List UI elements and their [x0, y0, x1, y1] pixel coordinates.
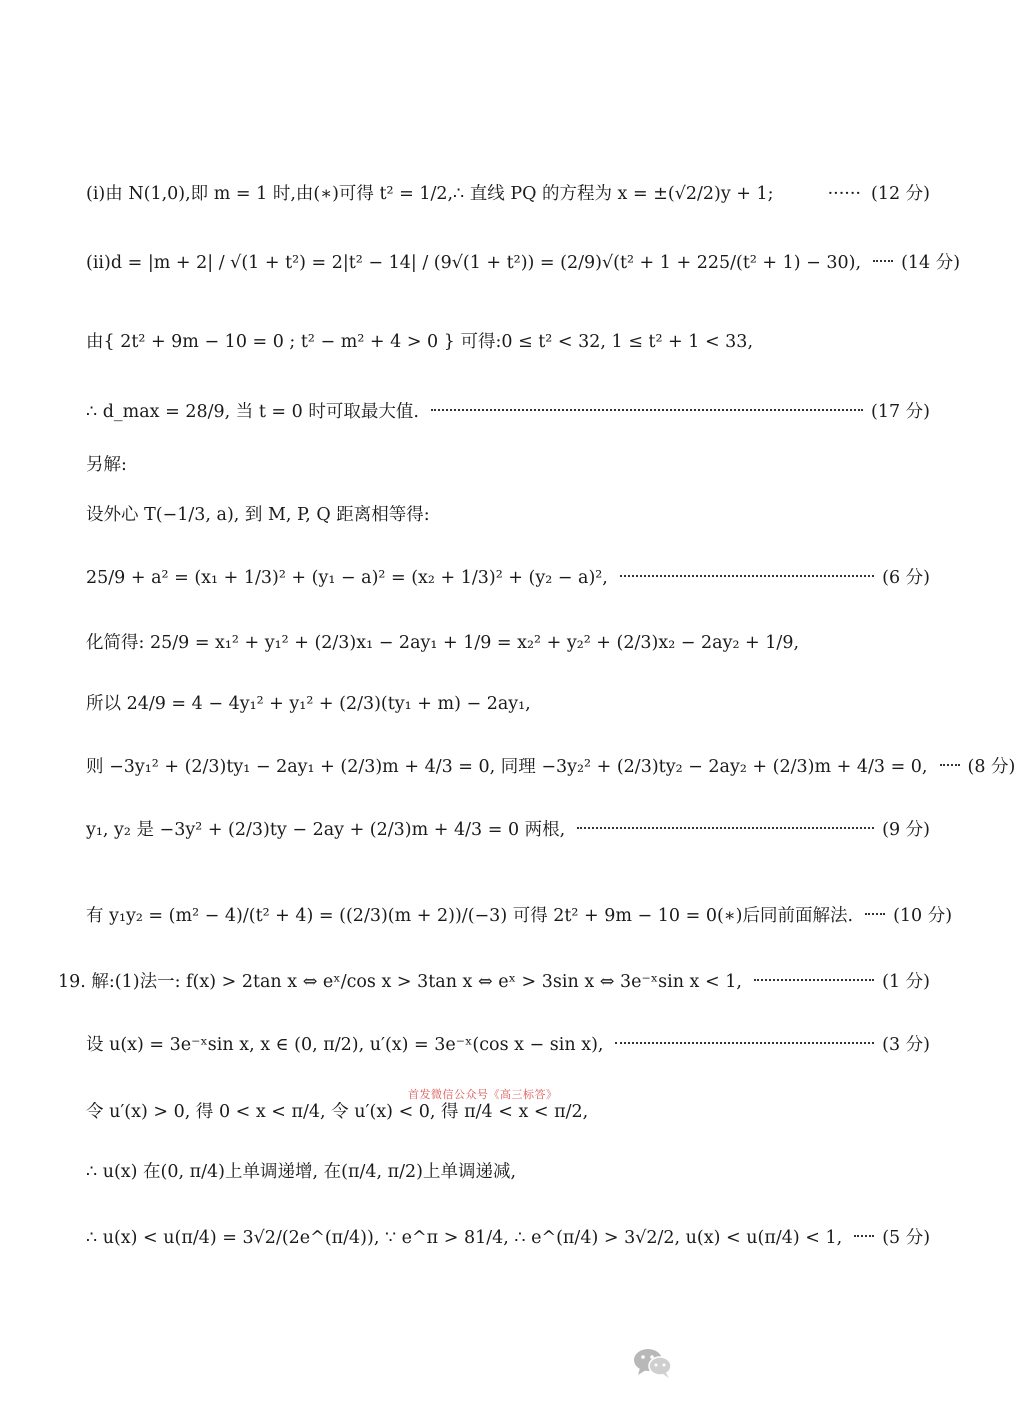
line-text: 化简得: 25/9 = x₁² + y₁² + (2/3)x₁ − 2ay₁ + 1/9 = x₂² + y₂² + (2/3)x₂ − 2ay₂ + 1/9, [86, 633, 800, 653]
score-label: (5 分) [882, 1228, 931, 1248]
line-text: (i)由 N(1,0),即 m = 1 时,由(∗)可得 t² = 1/2,∴ 直线 PQ 的方程为 x = ±(√2/2)y + 1; [86, 184, 774, 204]
problem-19-line-2 [86, 1033, 930, 1057]
alt-solution-heading [86, 453, 930, 477]
line-text: 25/9 + a² = (x₁ + 1/3)² + (y₁ − a)² = (x₂ + 1/3)² + (y₂ − a)², [86, 568, 608, 588]
score-label: (10 分) [893, 906, 953, 926]
leader-dots [754, 979, 874, 981]
solution-line-9 [86, 692, 930, 716]
leader-dots [865, 913, 885, 915]
leader-dots [577, 827, 874, 829]
solution-line-4 [86, 400, 930, 424]
solution-line-8 [86, 631, 930, 655]
leader-dots [615, 1042, 874, 1044]
score-label: (8 分) [967, 757, 1015, 777]
score-label: (3 分) [882, 1035, 930, 1055]
leader-dots [620, 575, 874, 577]
solution-line-12 [86, 904, 953, 928]
score-label: (1 分) [882, 972, 930, 992]
leader-dots [431, 409, 863, 411]
problem-19-line-3 [86, 1100, 930, 1124]
line-text: ∴ u(x) < u(π/4) = 3√2/(2e^(π/4)), ∵ e^π > 81/4, ∴ e^(π/4) > 3√2/2, u(x) < u(π/4) < 1, [86, 1228, 843, 1248]
line-text: 另解: [86, 455, 127, 475]
line-text: ∴ d_max = 28/9, 当 t = 0 时可取最大值. [86, 402, 419, 422]
problem-19-line-5 [86, 1226, 930, 1250]
line-text: (ii)d = |m + 2| / √(1 + t²) = 2|t² − 14| / (9√(1 + t²)) = (2/9)√(t² + 1 + 225/(t² + 1) − 30), [86, 253, 862, 273]
line-text: ∴ u(x) 在(0, π/4)上单调递增, 在(π/4, π/2)上单调递减, [86, 1162, 517, 1182]
score-label: (12 分) [871, 184, 930, 204]
leader-dots [854, 1235, 874, 1237]
line-text: 由{ 2t² + 9m − 10 = 0 ; t² − m² + 4 > 0 } 可得:0 ≤ t² < 32, 1 ≤ t² + 1 < 33, [86, 332, 754, 352]
score-label: (6 分) [882, 568, 930, 588]
leader-dots [873, 260, 893, 262]
solution-line-2 [86, 251, 961, 275]
solution-line-10 [86, 755, 1015, 779]
solution-line-6 [86, 503, 930, 527]
solution-line-3 [86, 330, 930, 354]
line-text: 令 u′(x) > 0, 得 0 < x < π/4, 令 u′(x) < 0, 得 π/4 < x < π/2, [86, 1102, 589, 1122]
problem-19-line-4 [86, 1160, 930, 1184]
line-text: 设外心 T(−1/3, a), 到 M, P, Q 距离相等得: [86, 505, 430, 525]
solution-line-1 [86, 182, 930, 206]
line-text: 19. 解:(1)法一: f(x) > 2tan x ⇔ eˣ/cos x > 3tan x ⇔ eˣ > 3sin x ⇔ 3e⁻ˣsin x < 1, [58, 972, 742, 992]
line-text: 有 y₁y₂ = (m² − 4)/(t² + 4) = ((2/3)(m + 2))/(−3) 可得 2t² + 9m − 10 = 0(∗)后同前面解法. [86, 906, 854, 926]
leader-dots [940, 764, 960, 766]
wechat-icon [632, 1346, 674, 1380]
score-dots: ······ [827, 184, 861, 204]
solution-line-7 [86, 566, 930, 590]
line-text: 设 u(x) = 3e⁻ˣsin x, x ∈ (0, π/2), u′(x) = 3e⁻ˣ(cos x − sin x), [86, 1035, 604, 1055]
line-text: 所以 24/9 = 4 − 4y₁² + y₁² + (2/3)(ty₁ + m) − 2ay₁, [86, 694, 531, 714]
score-label: (9 分) [882, 820, 930, 840]
problem-19-line-1 [58, 970, 930, 994]
score-label: (14 分) [901, 253, 961, 273]
line-text: 则 −3y₁² + (2/3)ty₁ − 2ay₁ + (2/3)m + 4/3 = 0, 同理 −3y₂² + (2/3)ty₂ − 2ay₂ + (2/3)m + 4/3 = 0, [86, 757, 928, 777]
solution-line-11 [86, 818, 930, 842]
watermark-text: 首发微信公众号《高三标答》 [408, 1088, 558, 1101]
score-label: (17 分) [871, 402, 930, 422]
line-text: y₁, y₂ 是 −3y² + (2/3)ty − 2ay + (2/3)m + 4/3 = 0 两根, [86, 820, 566, 840]
